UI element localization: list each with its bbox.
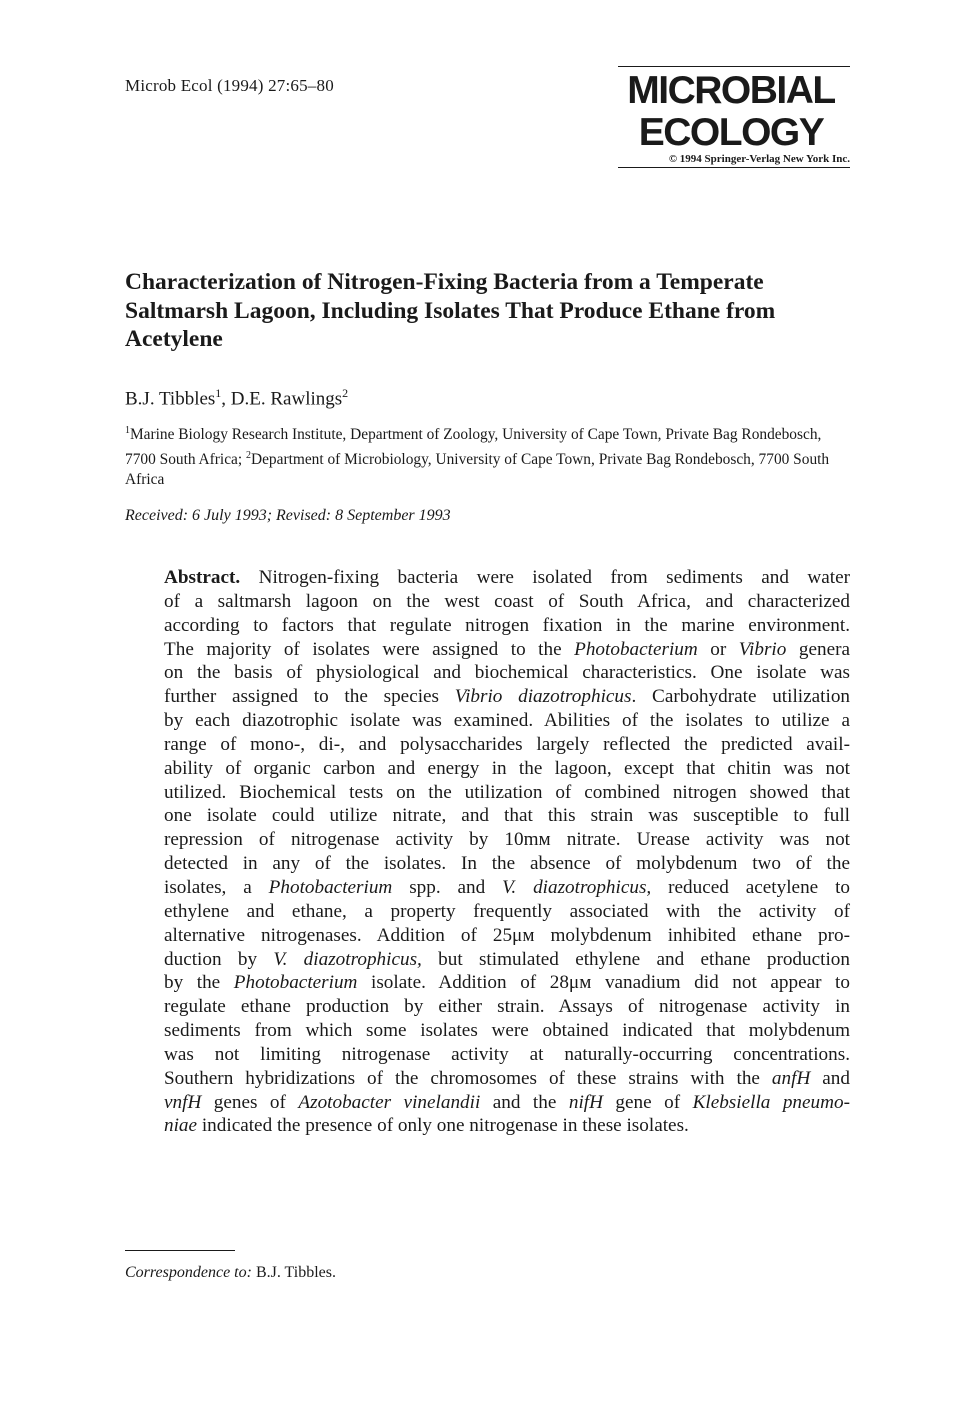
author-name: B.J. Tibbles: [125, 388, 216, 410]
abstract-line: utilized. Biochemical tests on the utilization of combined nitrogen showed that: [164, 781, 850, 803]
author-separator: ,: [221, 388, 231, 410]
abstract-line: ability of organic carbon and energy in the lagoon, except that chitin was not: [164, 757, 850, 779]
affiliations: [125, 421, 837, 491]
abstract-line: detected in any of the isolates. In the absence of molybdenum two of the: [164, 853, 850, 875]
author-list: [125, 386, 348, 410]
correspondence-footnote: [125, 1264, 336, 1282]
abstract-line: niae indicated the presence of only one nitrogenase in these isolates.: [164, 1115, 689, 1137]
correspondence-label: Correspondence to:: [125, 1264, 252, 1281]
logo-top-rule: [618, 66, 850, 67]
abstract-line: by the Photobacterium isolate. Addition of 28μᴍ vanadium did not appear to: [164, 972, 850, 994]
abstract-line: isolates, a Photobacterium spp. and V. diazotrophicus, reduced acetylene to: [164, 876, 850, 898]
author-name: D.E. Rawlings: [230, 388, 343, 410]
abstract-line: further assigned to the species Vibrio diazotrophicus. Carbohydrate utilization: [164, 686, 851, 708]
correspondence-name: B.J. Tibbles.: [251, 1264, 336, 1281]
abstract-line: Abstract. Nitrogen-fixing bacteria were isolated from sediments and water: [164, 567, 850, 588]
journal-citation: Microb Ecol (1994) 27:65–80: [125, 76, 334, 95]
abstract-line: by each diazotrophic isolate was examined. Abilities of the isolates to utilize a: [164, 710, 850, 732]
abstract-line: of a saltmarsh lagoon on the west coast of South Africa, and characterized: [164, 590, 850, 612]
abstract-line: ethylene and ethane, a property frequently associated with the activity of: [164, 900, 850, 922]
journal-logo: [612, 66, 850, 168]
abstract-line: repression of nitrogenase activity by 10mᴍ nitrate. Urease activity was not: [164, 829, 850, 851]
footnote-rule: [125, 1250, 235, 1251]
affiliation-marker: 1: [125, 425, 130, 436]
abstract-label: Abstract.: [164, 567, 241, 588]
affiliation-marker: 1: [215, 386, 222, 400]
abstract-line: alternative nitrogenases. Addition of 25μᴍ molybdenum inhibited ethane pro-: [164, 924, 850, 946]
abstract-line: one isolate could utilize nitrate, and that this strain was susceptible to full: [164, 805, 850, 827]
journal-name-line1: MICROBIAL: [627, 69, 835, 112]
abstract-line: sediments from which some isolates were obtained indicated that molybdenum: [164, 1020, 850, 1042]
abstract-line: on the basis of physiological and biochemical characteristics. One isolate was: [164, 662, 850, 684]
journal-name-line2: ECOLOGY: [638, 111, 824, 154]
received-revised-dates: Received: 6 July 1993; Revised: 8 September 1993: [125, 507, 451, 524]
abstract-line: The majority of isolates were assigned to the Photobacterium or Vibrio genera: [164, 638, 850, 660]
abstract-line: according to factors that regulate nitrogen fixation in the marine environment.: [164, 614, 850, 636]
affiliation-text: Marine Biology Research Institute, Department of Zoology, University of Cape Town, Private Bag Rondebosch, 7700 South Africa;: [125, 426, 822, 468]
abstract-line: vnfH genes of Azotobacter vinelandii and the nifH gene of Klebsiella pneumo-: [164, 1091, 850, 1113]
abstract-line: Southern hybridizations of the chromosomes of these strains with the anfH and: [164, 1067, 850, 1089]
abstract-line: range of mono-, di-, and polysaccharides largely reflected the predicted avail-: [164, 733, 850, 755]
affiliation-marker: 2: [342, 386, 349, 400]
affiliation-marker: 2: [245, 449, 251, 461]
abstract-line: regulate ethane production by either strain. Assays of nitrogenase activity in: [164, 996, 850, 1018]
abstract-line: was not limiting nitrogenase activity at naturally-occurring concentrations.: [164, 1043, 850, 1065]
publisher-copyright: © 1994 Springer-Verlag New York Inc.: [618, 153, 850, 168]
paper-title: Characterization of Nitrogen-Fixing Bacteria from a Temperate Saltmarsh Lagoon, Including Isolates That Produce Ethane from Acetylene: [125, 269, 776, 352]
abstract-line: duction by V. diazotrophicus, but stimulated ethylene and ethane production: [164, 948, 850, 970]
abstract: [164, 566, 850, 1138]
affiliation-text: Department of Microbiology, University of Cape Town, Private Bag Rondebosch, 7700 South Africa: [125, 450, 830, 489]
